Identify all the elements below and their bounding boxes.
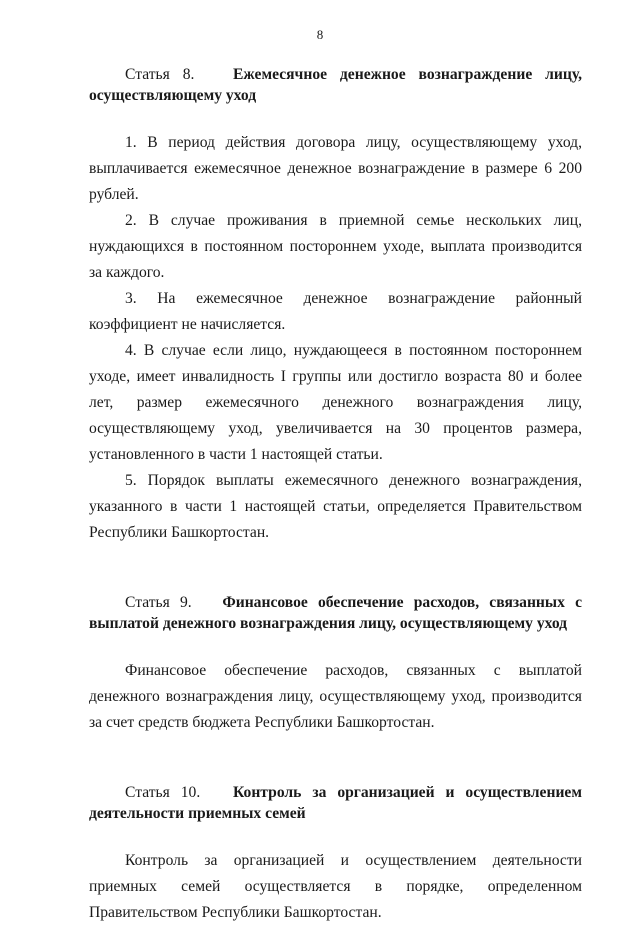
- article-heading: [89, 782, 582, 824]
- paragraph: 1. В период действия договора лицу, осуществляющему уход, выплачивается ежемесячное денежное вознаграждение в размере 6 200 рублей.: [89, 134, 582, 203]
- article-title: Финансовое обеспечение расходов, связанных с выплатой денежного вознаграждения лицу, осуществляющему уход: [89, 594, 582, 632]
- article-title: Ежемесячное денежное вознаграждение лицу, осуществляющему уход: [89, 66, 582, 104]
- paragraph: Контроль за организацией и осуществлением деятельности приемных семей осуществляется в порядке, определенном Правительством Республики Башкортостан.: [89, 852, 582, 921]
- article-label: Статья 9.: [125, 594, 192, 611]
- article-heading: [89, 64, 582, 106]
- paragraph: Финансовое обеспечение расходов, связанных с выплатой денежного вознаграждения лицу, осуществляющему уход, производится за счет средств бюджета Республики Башкортостан.: [89, 662, 582, 731]
- article-label: Статья 10.: [125, 784, 201, 801]
- page-number: 8: [316, 27, 324, 42]
- article-title: Контроль за организацией и осуществлением деятельности приемных семей: [89, 784, 582, 822]
- article-8: [89, 64, 582, 546]
- document-body: [89, 64, 582, 926]
- paragraph: 2. В случае проживания в приемной семье нескольких лиц, нуждающихся в постоянном постороннем уходе, выплата производится за каждого.: [89, 212, 582, 281]
- article-label: Статья 8.: [125, 66, 195, 83]
- paragraph: 4. В случае если лицо, нуждающееся в постоянном постороннем уходе, имеет инвалидность I группы или достигло возраста 80 и более лет, размер ежемесячного денежного вознаграждения лицу, осуществляющему уход, увеличивается на 30 процентов размера, установленного в части 1 настоящей статьи.: [89, 342, 582, 463]
- article-heading: [89, 592, 582, 634]
- article-10: [89, 782, 582, 926]
- paragraph: 5. Порядок выплаты ежемесячного денежного вознаграждения, указанного в части 1 настоящей статьи, определяется Правительством Республики Башкортостан.: [89, 472, 582, 541]
- article-9: [89, 592, 582, 736]
- paragraph: 3. На ежемесячное денежное вознаграждение районный коэффициент не начисляется.: [89, 290, 582, 333]
